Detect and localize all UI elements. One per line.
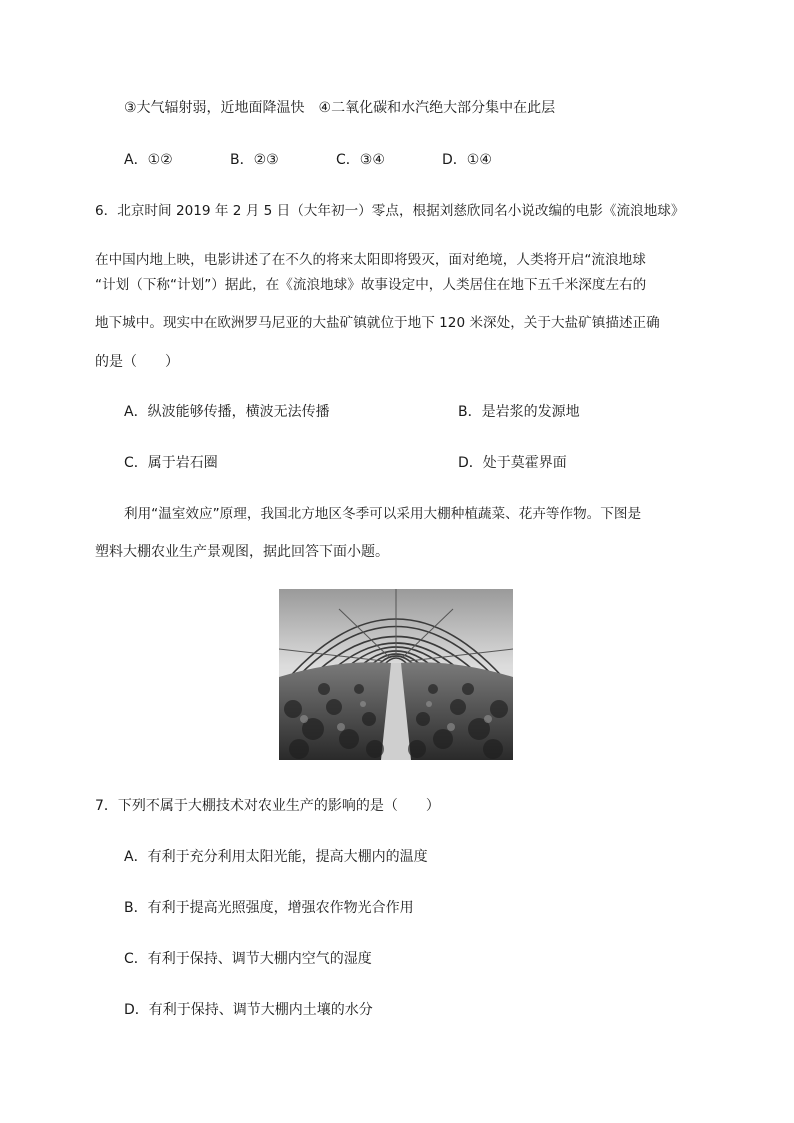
greenhouse-photo [279,589,513,760]
q6-option-c[interactable]: C．属于岩石圈 [124,455,218,471]
q6-stem-line-1: 6．北京时间 2019 年 2 月 5 日（大年初一）零点，根据刘慈欣同名小说改编的电影《流浪地球》 [95,203,685,219]
q6-stem-line-3: “计划（下称“计划”）据此，在《流浪地球》故事设定中，人类居住在地下五千米深度左右的 [95,277,647,293]
q6-stem-line-4: 地下城中。现实中在欧洲罗马尼亚的大盐矿镇就位于地下 120 米深处，关于大盐矿镇描述正确 [95,315,660,331]
intro-line-2: 塑料大棚农业生产景观图，据此回答下面小题。 [95,544,389,560]
q7-option-b[interactable]: B．有利于提高光照强度，增强农作物光合作用 [124,900,414,916]
q5-option-d[interactable]: D．①④ [442,152,492,168]
greenhouse-image [279,589,513,760]
q5-statement-34: ③大气辐射弱，近地面降温快 ④二氧化碳和水汽绝大部分集中在此层 [124,100,556,116]
q7-stem: 7．下列不属于大棚技术对农业生产的影响的是（ ） [95,798,440,814]
q7-option-d[interactable]: D．有利于保持、调节大棚内土壤的水分 [124,1002,373,1018]
q6-option-d[interactable]: D．处于莫霍界面 [458,455,567,471]
q7-option-a[interactable]: A．有利于充分利用太阳光能，提高大棚内的温度 [124,849,428,865]
q5-option-a[interactable]: A．①② [124,152,173,168]
q5-option-b[interactable]: B．②③ [230,152,279,168]
q6-option-a[interactable]: A．纵波能够传播，横波无法传播 [124,404,330,420]
q6-option-b[interactable]: B．是岩浆的发源地 [458,404,580,420]
q6-stem-line-5: 的是（ ） [95,354,179,370]
q6-stem-line-2: 在中国内地上映，电影讲述了在不久的将来太阳即将毁灭，面对绝境，人类将开启“流浪地球 [95,252,646,268]
q7-option-c[interactable]: C．有利于保持、调节大棚内空气的湿度 [124,951,372,967]
q5-option-c[interactable]: C．③④ [336,152,385,168]
intro-line-1: 利用“温室效应”原理，我国北方地区冬季可以采用大棚种植蔬菜、花卉等作物。下图是 [124,506,642,522]
